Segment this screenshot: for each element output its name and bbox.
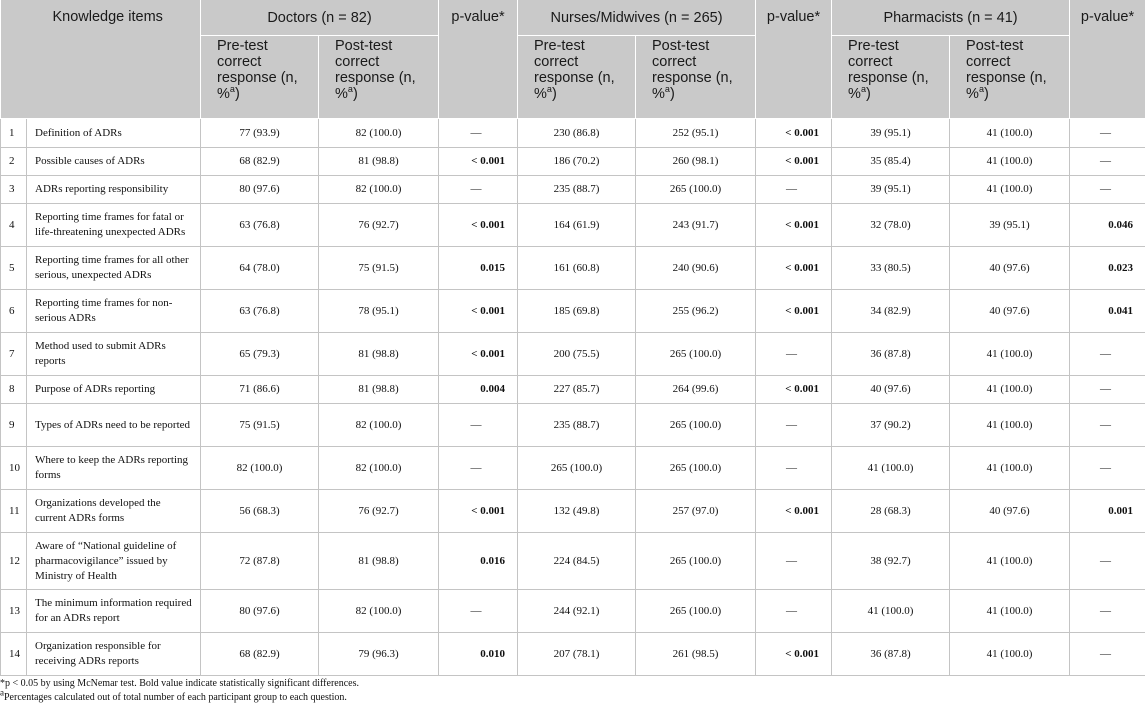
pharmacists-pvalue-cell: — [1070,633,1145,676]
row-number-cell: 4 [1,204,27,247]
pharmacists-pvalue-cell: — [1070,404,1145,447]
pharmacists-pre-cell: 39 (95.1) [832,119,950,148]
doctors-post-cell: 81 (98.8) [319,148,439,176]
knowledge-item-cell: Purpose of ADRs reporting [27,376,201,404]
nurses-pvalue-cell: < 0.001 [756,490,832,533]
doctors-pvalue-cell: — [439,447,518,490]
table-row [1,333,1145,376]
nurses-pvalue-cell: < 0.001 [756,204,832,247]
nurses-post-cell: 240 (90.6) [636,247,756,290]
nurses-pvalue-cell: < 0.001 [756,290,832,333]
doctors-pvalue-cell: — [439,176,518,204]
table-row [1,204,1145,247]
header-nurses: Nurses/Midwives (n = 265) [518,0,756,36]
nurses-post-cell: 243 (91.7) [636,204,756,247]
pharmacists-pvalue-cell: — [1070,148,1145,176]
doctors-pvalue-cell: — [439,119,518,148]
table-header [1,0,1145,119]
table-row [1,148,1145,176]
nurses-pvalue-cell: < 0.001 [756,376,832,404]
nurses-post-cell: 265 (100.0) [636,176,756,204]
nurses-pre-cell: 244 (92.1) [518,590,636,633]
doctors-pre-cell: 72 (87.8) [201,533,319,590]
nurses-post-cell: 265 (100.0) [636,333,756,376]
nurses-post-cell: 261 (98.5) [636,633,756,676]
doctors-pvalue-cell: 0.016 [439,533,518,590]
nurses-pre-cell: 265 (100.0) [518,447,636,490]
doctors-pvalue-cell: < 0.001 [439,333,518,376]
nurses-post-cell: 264 (99.6) [636,376,756,404]
knowledge-item-cell: Aware of “National guideline of pharmacovigilance” issued by Ministry of Health [27,533,201,590]
knowledge-item-cell: The minimum information required for an ADRs report [27,590,201,633]
pharmacists-pre-cell: 33 (80.5) [832,247,950,290]
knowledge-item-cell: ADRs reporting responsibility [27,176,201,204]
pharmacists-pre-cell: 36 (87.8) [832,333,950,376]
doctors-post-cell: 81 (98.8) [319,376,439,404]
nurses-pre-cell: 164 (61.9) [518,204,636,247]
nurses-pvalue-cell: — [756,333,832,376]
row-number-cell: 14 [1,633,27,676]
doctors-pre-cell: 80 (97.6) [201,176,319,204]
doctors-pvalue-cell: 0.010 [439,633,518,676]
doctors-pvalue-cell: 0.004 [439,376,518,404]
pharmacists-post-cell: 39 (95.1) [950,204,1070,247]
doctors-post-cell: 79 (96.3) [319,633,439,676]
doctors-pre-cell: 68 (82.9) [201,148,319,176]
row-number-cell: 9 [1,404,27,447]
row-number-cell: 10 [1,447,27,490]
pharmacists-pre-cell: 38 (92.7) [832,533,950,590]
pharmacists-post-cell: 41 (100.0) [950,119,1070,148]
pharmacists-pvalue-cell: — [1070,176,1145,204]
doctors-post-cell: 82 (100.0) [319,447,439,490]
header-pharmacists-pre: Pre-test correct response (n, %$^a$) [832,36,950,119]
pharmacists-pre-cell: 41 (100.0) [832,590,950,633]
doctors-pre-cell: 63 (76.8) [201,290,319,333]
header-pvalue-nurses: p-value* [756,0,832,119]
header-doctors: Doctors (n = 82) [201,0,439,36]
pharmacists-pvalue-cell: — [1070,333,1145,376]
nurses-pvalue-cell: < 0.001 [756,247,832,290]
doctors-post-cell: 78 (95.1) [319,290,439,333]
pharmacists-post-cell: 41 (100.0) [950,447,1070,490]
nurses-pvalue-cell: < 0.001 [756,633,832,676]
knowledge-item-cell: Where to keep the ADRs reporting forms [27,447,201,490]
pharmacists-pre-cell: 40 (97.6) [832,376,950,404]
knowledge-item-cell: Reporting time frames for fatal or life-threatening unexpected ADRs [27,204,201,247]
row-number-cell: 1 [1,119,27,148]
pharmacists-post-cell: 41 (100.0) [950,633,1070,676]
doctors-pvalue-cell: 0.015 [439,247,518,290]
nurses-pre-cell: 132 (49.8) [518,490,636,533]
table-row [1,490,1145,533]
nurses-pre-cell: 207 (78.1) [518,633,636,676]
pharmacists-pvalue-cell: 0.041 [1070,290,1145,333]
header-doctors-post: Post-test correct response (n, %$^a$) [319,36,439,119]
nurses-pre-cell: 230 (86.8) [518,119,636,148]
pharmacists-post-cell: 40 (97.6) [950,290,1070,333]
knowledge-item-cell: Organization responsible for receiving ADRs reports [27,633,201,676]
nurses-pvalue-cell: — [756,533,832,590]
row-number-cell: 2 [1,148,27,176]
pharmacists-pvalue-cell: — [1070,119,1145,148]
table-row [1,247,1145,290]
pharmacists-pre-cell: 34 (82.9) [832,290,950,333]
header-nurses-pre: Pre-test correct response (n, %$^a$) [518,36,636,119]
pharmacists-pre-cell: 32 (78.0) [832,204,950,247]
doctors-pre-cell: 65 (79.3) [201,333,319,376]
row-number-cell: 8 [1,376,27,404]
pharmacists-pvalue-cell: — [1070,376,1145,404]
pharmacists-pre-cell: 39 (95.1) [832,176,950,204]
nurses-pvalue-cell: — [756,404,832,447]
table-row [1,404,1145,447]
table-row [1,590,1145,633]
nurses-post-cell: 255 (96.2) [636,290,756,333]
knowledge-item-cell: Possible causes of ADRs [27,148,201,176]
pharmacists-pre-cell: 28 (68.3) [832,490,950,533]
nurses-post-cell: 265 (100.0) [636,404,756,447]
knowledge-item-cell: Reporting time frames for non-serious ADRs [27,290,201,333]
pharmacists-pre-cell: 35 (85.4) [832,148,950,176]
pharmacists-pvalue-cell: 0.023 [1070,247,1145,290]
header-doctors-pre: Pre-test correct response (n, %$^a$) [201,36,319,119]
pharmacists-pvalue-cell: 0.046 [1070,204,1145,247]
nurses-post-cell: 257 (97.0) [636,490,756,533]
table-row [1,376,1145,404]
nurses-pvalue-cell: — [756,176,832,204]
doctors-post-cell: 82 (100.0) [319,404,439,447]
doctors-pvalue-cell: — [439,590,518,633]
doctors-post-cell: 75 (91.5) [319,247,439,290]
doctors-post-cell: 81 (98.8) [319,533,439,590]
doctors-pvalue-cell: < 0.001 [439,148,518,176]
nurses-post-cell: 265 (100.0) [636,447,756,490]
doctors-pre-cell: 63 (76.8) [201,204,319,247]
knowledge-item-cell: Types of ADRs need to be reported [27,404,201,447]
nurses-pvalue-cell: < 0.001 [756,119,832,148]
pharmacists-pvalue-cell: — [1070,447,1145,490]
nurses-pre-cell: 235 (88.7) [518,176,636,204]
doctors-pvalue-cell: < 0.001 [439,204,518,247]
pharmacists-post-cell: 41 (100.0) [950,333,1070,376]
pharmacists-pre-cell: 37 (90.2) [832,404,950,447]
pharmacists-pvalue-cell: — [1070,590,1145,633]
row-number-cell: 5 [1,247,27,290]
knowledge-item-cell: Definition of ADRs [27,119,201,148]
doctors-post-cell: 82 (100.0) [319,176,439,204]
nurses-post-cell: 265 (100.0) [636,533,756,590]
doctors-pre-cell: 75 (91.5) [201,404,319,447]
pharmacists-pre-cell: 36 (87.8) [832,633,950,676]
row-number-cell: 6 [1,290,27,333]
row-number-cell: 12 [1,533,27,590]
doctors-pre-cell: 56 (68.3) [201,490,319,533]
table-row [1,447,1145,490]
doctors-post-cell: 82 (100.0) [319,119,439,148]
knowledge-item-cell: Method used to submit ADRs reports [27,333,201,376]
table-row [1,119,1145,148]
pharmacists-post-cell: 41 (100.0) [950,176,1070,204]
table-body [1,119,1145,676]
table-row [1,176,1145,204]
nurses-post-cell: 265 (100.0) [636,590,756,633]
pharmacists-post-cell: 40 (97.6) [950,490,1070,533]
header-nurses-post: Post-test correct response (n, %$^a$) [636,36,756,119]
header-pharmacists: Pharmacists (n = 41) [832,0,1070,36]
header-pharmacists-post: Post-test correct response (n, %$^a$) [950,36,1070,119]
doctors-pre-cell: 77 (93.9) [201,119,319,148]
knowledge-item-cell: Organizations developed the current ADRs forms [27,490,201,533]
row-number-cell: 11 [1,490,27,533]
doctors-pre-cell: 82 (100.0) [201,447,319,490]
nurses-post-cell: 260 (98.1) [636,148,756,176]
pharmacists-post-cell: 41 (100.0) [950,590,1070,633]
pharmacists-pvalue-cell: 0.001 [1070,490,1145,533]
pharmacists-post-cell: 41 (100.0) [950,376,1070,404]
pharmacists-pre-cell: 41 (100.0) [832,447,950,490]
footnote-percentages: aPercentages calculated out of total number of each participant group to each question. [0,687,347,703]
nurses-pre-cell: 161 (60.8) [518,247,636,290]
doctors-pvalue-cell: < 0.001 [439,490,518,533]
doctors-pre-cell: 68 (82.9) [201,633,319,676]
doctors-post-cell: 76 (92.7) [319,204,439,247]
pharmacists-pvalue-cell: — [1070,533,1145,590]
table-row [1,533,1145,590]
doctors-pvalue-cell: < 0.001 [439,290,518,333]
nurses-pre-cell: 224 (84.5) [518,533,636,590]
nurses-pvalue-cell: — [756,447,832,490]
doctors-post-cell: 81 (98.8) [319,333,439,376]
pharmacists-post-cell: 41 (100.0) [950,533,1070,590]
doctors-pvalue-cell: — [439,404,518,447]
nurses-pre-cell: 200 (75.5) [518,333,636,376]
knowledge-item-cell: Reporting time frames for all other serious, unexpected ADRs [27,247,201,290]
pharmacists-post-cell: 41 (100.0) [950,404,1070,447]
nurses-pre-cell: 227 (85.7) [518,376,636,404]
nurses-pvalue-cell: < 0.001 [756,148,832,176]
doctors-pre-cell: 71 (86.6) [201,376,319,404]
doctors-post-cell: 82 (100.0) [319,590,439,633]
doctors-post-cell: 76 (92.7) [319,490,439,533]
nurses-pvalue-cell: — [756,590,832,633]
nurses-pre-cell: 185 (69.8) [518,290,636,333]
row-number-cell: 7 [1,333,27,376]
table-row [1,290,1145,333]
nurses-pre-cell: 186 (70.2) [518,148,636,176]
doctors-pre-cell: 64 (78.0) [201,247,319,290]
doctors-pre-cell: 80 (97.6) [201,590,319,633]
row-number-cell: 13 [1,590,27,633]
pharmacists-post-cell: 40 (97.6) [950,247,1070,290]
table-row [1,633,1145,676]
header-pvalue-doctors: p-value* [439,0,518,119]
footnote-significance: *p < 0.05 by using McNemar test. Bold value indicate statistically significant differences. [0,678,359,689]
header-knowledge-items: Knowledge items [1,0,201,119]
header-pvalue-pharmacists: p-value* [1070,0,1145,119]
pharmacists-post-cell: 41 (100.0) [950,148,1070,176]
nurses-post-cell: 252 (95.1) [636,119,756,148]
row-number-cell: 3 [1,176,27,204]
nurses-pre-cell: 235 (88.7) [518,404,636,447]
